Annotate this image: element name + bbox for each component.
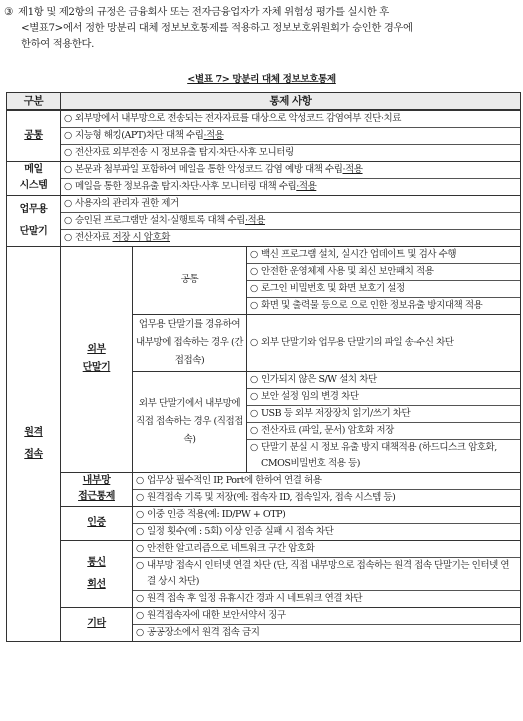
row-remote-comm [7, 540, 521, 607]
items-etc [133, 607, 521, 641]
list-item: ○ 백신 프로그램 설치, 실시간 업데이트 및 검사 수행 [247, 247, 520, 264]
list-item: ○ 로그인 비밀번호 및 화면 보호기 설정 [247, 281, 520, 298]
list-item: ○ 전산자료 (파일, 문서) 암호화 저장 [247, 423, 520, 440]
list-item: ○ 지능형 해킹(APT)차단 대책 수립·적용 [61, 128, 520, 145]
row-terminal [7, 195, 521, 246]
list-item: ○ 본문과 첨부파일 포함하여 메일을 통한 악성코드 감염 예방 대책 수립·적용 [61, 162, 520, 179]
intro-line-3: 한하여 적용한다. [21, 38, 95, 50]
items-common [61, 110, 521, 162]
list-item: ○ USB 등 외부 저장장치 읽기/쓰기 차단 [247, 406, 520, 423]
list-item: ○ 안전한 운영체제 사용 및 최신 보안패치 적용 [247, 264, 520, 281]
header-category: 구분 [7, 93, 61, 110]
category-common: 공통 [7, 110, 61, 162]
items-terminal [61, 195, 521, 246]
row-remote-ext-common [7, 246, 521, 314]
intro-paragraph [4, 4, 518, 52]
subcategory-external-terminal: 외부 단말기 [61, 246, 133, 472]
external-common-label: 공통 [133, 246, 247, 314]
list-item: ○ 화면 및 출력물 등으로 으로 인한 정보유출 방지대책 적용 [250, 299, 483, 311]
list-item: ○ 승인된 프로그램만 설치·실행토록 대책 수립·적용 [61, 213, 520, 230]
row-remote-auth [7, 506, 521, 540]
control-table [6, 92, 521, 642]
list-item: ○ 일정 횟수(예 : 5회) 이상 인증 실패 시 접속 차단 [136, 525, 334, 537]
items-direct [247, 371, 521, 472]
list-item: ○ 전산자료 외부전송 시 정보유출 탐지·차단·사후 모니터링 [64, 146, 294, 158]
list-item: ○ 원격접속자에 대한 보안서약서 징구 [133, 608, 520, 625]
subcategory-auth: 인증 [61, 506, 133, 540]
items-internal [133, 472, 521, 506]
list-item: ○ 업무상 필수적인 IP, Port에 한하여 연결 허용 [133, 473, 520, 490]
intro-line-1: ③ 제1항 및 제2항의 규정은 금융회사 또는 전자금융업자가 자체 위험성 평가를 실시한 후 [4, 6, 389, 18]
list-item: ○ 이중 인증 적용(예: ID/PW + OTP) [133, 507, 520, 524]
subcategory-internal-access: 내부망 접근통제 [61, 472, 133, 506]
list-item: ○ 원격 접속 후 일정 유휴시간 경과 시 네트워크 연결 차단 [136, 592, 363, 604]
list-item: ○ 공공장소에서 원격 접속 금지 [136, 626, 260, 638]
list-item: ○ 외부망에서 내부망으로 전송되는 전자자료를 대상으로 악성코드 감염여부 진단·치료 [61, 111, 520, 128]
subcategory-etc: 기타 [61, 607, 133, 641]
list-item: ○ 메일을 통한 정보유출 탐지·차단·사후 모니터링 대책 수립·적용 [64, 180, 317, 192]
list-item: ○ 원격접속 기록 및 저장(예: 접속자 ID, 접속일자, 접속 시스템 등) [136, 491, 396, 503]
row-mail [7, 161, 521, 195]
list-item: ○ 안전한 알고리즘으로 네트워크 구간 암호화 [133, 541, 520, 558]
items-comm [133, 540, 521, 607]
category-mail: 메일 시스템 [7, 161, 61, 195]
row-remote-internal [7, 472, 521, 506]
indirect-access-label: 업무용 단말기를 경유하여 내부망에 접속하는 경우 (간접접속) [133, 314, 247, 371]
list-item: ○ 내부망 접속시 인터넷 연결 차단 (단, 직접 내부망으로 접속하는 원격 접속 단말기는 인터넷 연결 상시 차단) [133, 558, 520, 591]
list-item: ○ 인가되지 않은 S/W 설치 차단 [247, 372, 520, 389]
intro-line-2: <별표7>에서 정한 망분리 대체 정보보호통제를 적용하고 정보보호위원회가 승인한 경우에 [21, 22, 413, 34]
list-item: ○ 사용자의 관리자 권한 제거 [61, 196, 520, 213]
list-item: ○ 단말기 분실 시 정보 유출 방지 대책적용 (하드디스크 암호화, CMOS비밀번호 적용 등) [250, 441, 497, 469]
list-item: ○ 보안 설정 임의 변경 차단 [247, 389, 520, 406]
items-external-common [247, 246, 521, 314]
list-item: ○ 전산자료 저장 시 암호화 [64, 231, 170, 243]
items-auth [133, 506, 521, 540]
circled-number: ③ [4, 6, 13, 18]
row-common [7, 110, 521, 162]
list-item: ○ 외부 단말기와 업무용 단말기의 파일 송·수신 차단 [250, 336, 454, 348]
subcategory-comm-line: 통신 회선 [61, 540, 133, 607]
items-indirect [247, 314, 521, 371]
category-terminal: 업무용 단말기 [7, 195, 61, 246]
header-control: 통제 사항 [61, 93, 521, 110]
direct-access-label: 외부 단말기에서 내부망에 직접 접속하는 경우 (직접접속) [133, 371, 247, 472]
category-remote: 원격 접속 [7, 246, 61, 641]
row-remote-etc [7, 607, 521, 641]
table-header-row [7, 93, 521, 110]
table-caption: <별표 7> 망분리 대체 정보보호통제 [187, 74, 336, 85]
items-mail [61, 161, 521, 195]
